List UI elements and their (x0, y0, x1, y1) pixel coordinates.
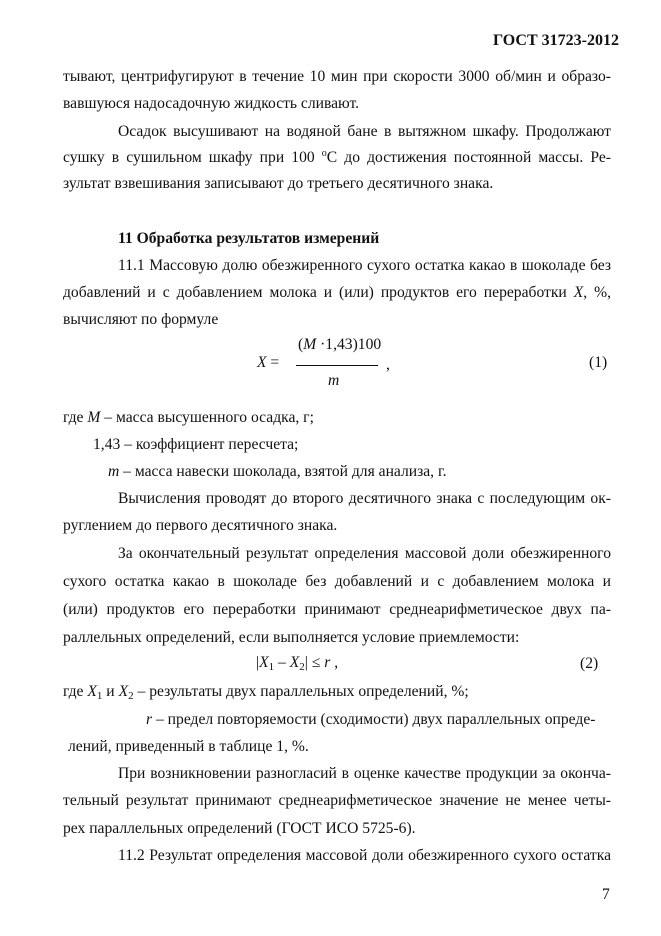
text-line: 11.2 Результат определения массовой доли обезжиренного сухого остатка (118, 847, 611, 864)
text-line: лений, приведенный в таблице 1, %. (68, 738, 309, 755)
text-line: вавшуюся надосадочную жидкость сливают. (63, 95, 360, 112)
text-line: сухого остатка какао в шоколаде без добавлений и с добавлением молока и (63, 573, 611, 590)
text-line: добавлений и с добавлением молока и (или) продуктов его переработки X, %, (63, 284, 611, 301)
formula-numerator: (M ·1,43)100 (298, 336, 382, 353)
text-line: зультат взвешивания записывают до третьего десятичного знака. (63, 175, 494, 192)
formula-denominator: m (328, 372, 340, 389)
text-line: сушку в сушильном шкафу при 100 $^о$С до достижения постоянной массы. Ре- (63, 148, 611, 166)
text-line: где $X_1$ и $X_2$ – результаты двух параллельных определений, %; (63, 683, 469, 702)
document-code: ГОСТ 31723-2012 (493, 32, 619, 49)
text-line: рех параллельных определений (ГОСТ ИСО 5725-6). (63, 820, 416, 837)
text-line: За окончательный результат определения массовой доли обезжиренного (118, 545, 611, 562)
text-line: 1,43 – коэффициент пересчета; (93, 436, 299, 453)
text-line: 11.1 Массовую долю обезжиренного сухого остатка какао в шоколаде без (118, 257, 611, 274)
text-line: тывают, центрифугируют в течение 10 мин при скорости 3000 об/мин и образо- (63, 68, 611, 85)
text-line: Вычисления проводят до второго десятичного знака с последующим ок- (118, 490, 611, 507)
formula-comma: , (386, 356, 390, 373)
text-line: руглением до первого десятичного знака. (63, 517, 338, 534)
formula-number: (2) (580, 655, 599, 672)
section-heading: 11 Обработка результатов измерений (118, 230, 380, 247)
text-line: При возникновении разногласий в оценке качестве продукции за оконча- (118, 765, 611, 782)
formula-number: (1) (589, 354, 608, 371)
text-line: раллельных определений, если выполняется условие приемлемости: (63, 629, 520, 646)
text-line: тельный результат принимают среднеарифметическое значение не менее четы- (63, 792, 611, 809)
fraction-line (296, 365, 378, 366)
text-line: вычисляют по формуле (63, 311, 219, 328)
text-line: m – масса навески шоколада, взятой для анализа, г. (108, 463, 447, 480)
page-number: 7 (602, 886, 610, 903)
text-line: где M – масса высушенного осадка, г; (63, 409, 314, 426)
formula-lhs: X = (257, 354, 280, 371)
text-line: Осадок высушивают на водяной бане в вытяжном шкафу. Продолжают (118, 123, 611, 140)
text-line: r – предел повторяемости (сходимости) двух параллельных опреде- (146, 711, 596, 728)
formula-expression: $|X_1 - X_2| \le r$ , (256, 654, 339, 673)
text-line: (или) продуктов его переработки принимают среднеарифметическое двух па- (63, 601, 611, 618)
